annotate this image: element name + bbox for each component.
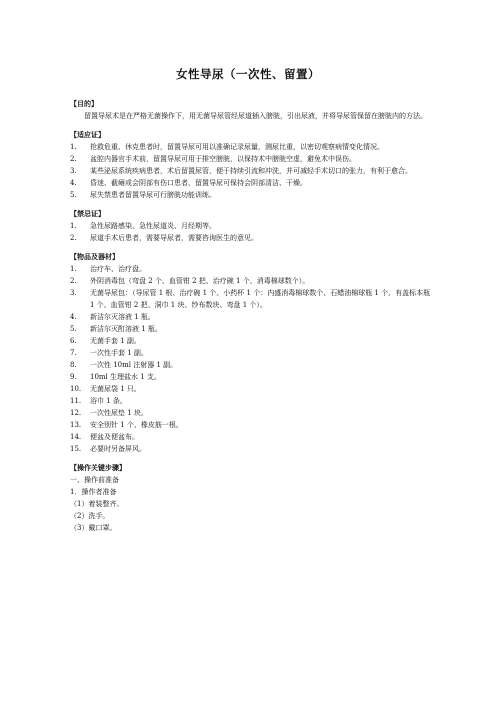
list-item [70,141,432,153]
item-text: 一次性尿垫 1 块。 [90,409,148,417]
item-text: 新洁尔灭溶液 1 瓶。 [90,313,155,321]
page-title: 女性导尿（一次性、留置） [176,67,320,81]
item-number: 15. [70,445,82,453]
indications-list [70,141,432,201]
item-number: 7. [70,349,77,357]
step-line: 1．操作者准备 [70,488,117,496]
item-text: 新洁尔灭酊溶液 1 瓶。 [90,325,162,333]
item-text: 治疗车、治疗盘。 [90,265,146,273]
item-number: 6. [70,337,77,345]
item-text: 一次性手套 1 副。 [90,349,148,357]
list-item [70,311,432,323]
purpose-text: 留置导尿术是在严格无菌操作下，用无菌导尿管经尿道插入膀胱，引出尿液，并将导尿管保留在膀胱内的方法。 [84,112,427,120]
list-item [70,153,432,165]
item-number: 5. [70,191,77,199]
item-text: 安全别针 1 个、橡皮筋一根。 [90,421,183,429]
item-text: 急性尿路感染、急性尿道炎、月经期等。 [90,222,216,230]
item-text: 盆腔内器官手术前，留置导尿可用于排空膀胱，以保持术中膀胱空虚，避免术中误伤。 [90,155,356,163]
item-number: 3. [70,167,77,175]
contraindications-list [70,220,432,244]
item-number: 1. [70,265,77,273]
item-number: 1. [70,222,77,230]
item-number: 3. [70,289,77,297]
steps-heading: 【操作关键步骤】 [70,464,126,472]
item-number: 10. [70,385,82,393]
item-number: 8. [70,361,77,369]
list-item [70,443,432,455]
item-text: 10ml 生理盐水 1 支。 [90,373,161,381]
item-text: 必要时另备屏风。 [90,445,146,453]
list-item [70,371,432,383]
purpose-heading: 【目的】 [70,100,98,108]
item-number: 11. [70,397,82,405]
list-item [70,189,432,201]
list-item [70,323,432,335]
item-text: 便盆及便盆布。 [90,433,139,441]
item-text: 无菌导尿包：（导尿管 1 根、治疗碗 1 个、小药杯 1 个：内盛消毒棉球数个、石蜡油棉球瓶 1 个、有盖标本瓶 1 个、血管钳 2 把、洞巾 1 块、纱布数块、弯盘 1 个）。 [90,289,431,309]
item-text: 某些泌尿系统疾病患者，术后留置尿管，便于持续引流和冲洗，并可减轻手术切口的张力，有利于愈合。 [90,167,412,175]
item-number: 14. [70,433,82,441]
item-text: 无菌尿袋 1 只。 [90,385,141,393]
item-number: 9. [70,373,77,381]
step-line: （1）着装整齐。 [70,500,124,508]
list-item [70,287,432,311]
item-text: 无菌手套 1 副。 [90,337,141,345]
item-text: 外阴消毒包（弯盘 2 个、血管钳 2 把、治疗碗 1 个、消毒棉球数个）。 [90,277,310,285]
item-number: 4. [70,313,77,321]
item-number: 13. [70,421,82,429]
list-item [70,263,432,275]
item-number: 1. [70,143,77,151]
list-item [70,220,432,232]
item-text: 浴巾 1 条。 [90,397,127,405]
contraindications-heading: 【禁忌证】 [70,210,105,218]
list-item [70,419,432,431]
list-item [70,383,432,395]
list-item [70,232,432,244]
step-line: （2）洗手。 [70,512,110,520]
list-item [70,359,432,371]
item-text: 尿道手术后患者，需要导尿者，需要咨询医生的意见。 [90,234,258,242]
list-item [70,395,432,407]
item-text: 尿失禁患者留置导尿可行膀胱功能训练。 [90,191,216,199]
list-item [70,431,432,443]
item-number: 5. [70,325,77,333]
item-number: 12. [70,409,82,417]
item-number: 2. [70,155,77,163]
step-line: （3）戴口罩。 [70,524,117,532]
item-number: 2. [70,234,77,242]
list-item [70,165,432,177]
list-item [70,177,432,189]
steps-list [70,474,432,534]
materials-heading: 【物品及器材】 [70,253,119,261]
step-line: 一、操作前准备 [70,476,119,484]
materials-list [70,263,432,455]
list-item [70,335,432,347]
list-item [70,275,432,287]
item-text: 一次性 10ml 注射器 1 副。 [90,361,178,369]
item-text: 昏迷、截瘫或会阴部有伤口患者，留置导尿可保持会阴部清洁、干燥。 [90,179,307,187]
item-number: 2. [70,277,77,285]
list-item [70,407,432,419]
item-text: 抢救危重、休克患者时，留置导尿可用以准确记录尿量，测尿比重，以密切观察病情变化情况。 [90,143,384,151]
list-item [70,347,432,359]
item-number: 4. [70,179,77,187]
indications-heading: 【适应证】 [70,131,105,139]
document-body [70,98,432,534]
